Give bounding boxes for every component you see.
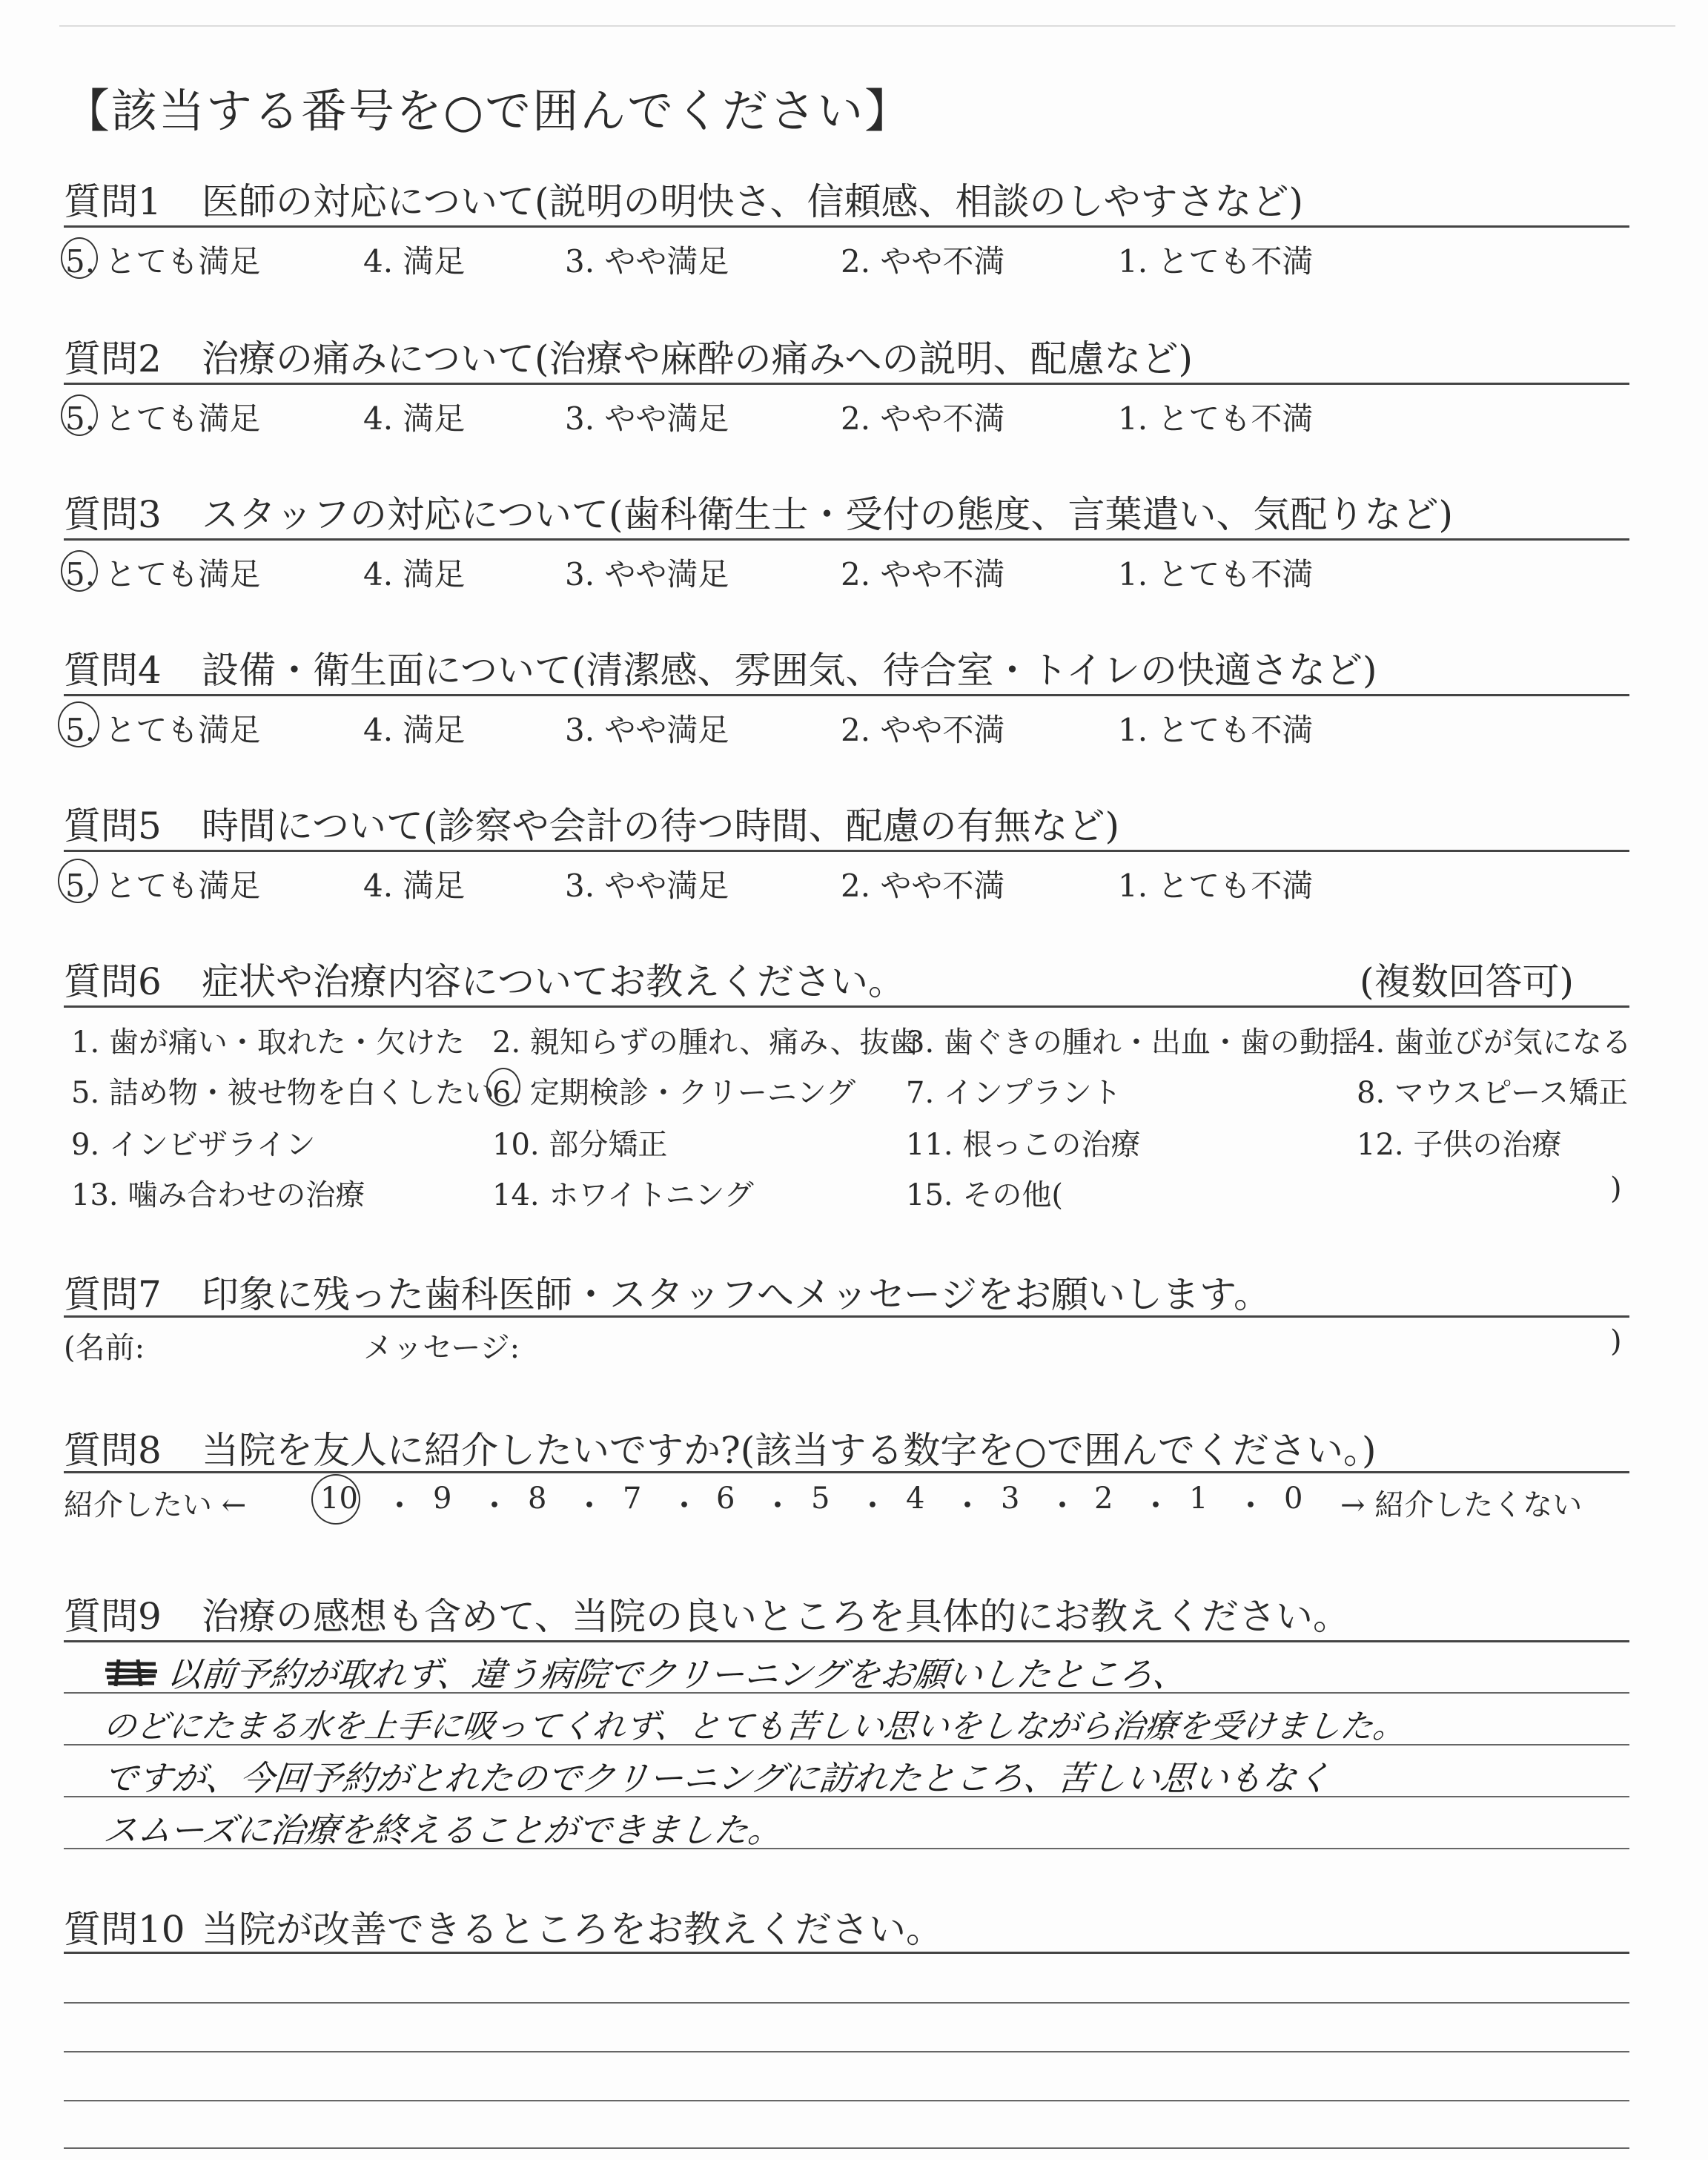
q5-option-4[interactable]: 4. 満足 [363, 868, 466, 904]
question-1-title [64, 172, 1303, 225]
question-10-title [64, 1900, 943, 1953]
handwritten-answer-line: ですが、今回予約がとれたのでクリーニングに訪れたところ、苦しい思いもなく [101, 1758, 1333, 1798]
q6-item-1[interactable]: 1. 歯が痛い・取れた・欠けた [71, 1025, 465, 1060]
q8-scale-dot: ・ [479, 1487, 511, 1524]
question-4-title [64, 641, 1377, 694]
q8-left-label: 紹介したい ← [64, 1488, 247, 1522]
question-9-title [64, 1587, 1350, 1640]
q6-item-9[interactable]: 9. インビザライン [71, 1128, 316, 1162]
question-number: 質問3 [64, 493, 162, 536]
q4-option-2[interactable]: 2. やや不満 [841, 712, 1005, 748]
q6-item-12[interactable]: 12. 子供の治療 [1357, 1128, 1562, 1162]
question-text: スタッフの対応について(歯科衛生士・受付の態度、言葉遣い、気配りなど) [202, 493, 1454, 536]
page-top-border [59, 25, 1675, 27]
question-text: 当院が改善できるところをお教えください。 [202, 1908, 943, 1951]
question-text: 症状や治療内容についてお教えください。 [202, 960, 905, 1003]
handwritten-answer-line: スムーズに治療を終えることができました。 [101, 1810, 784, 1850]
q8-scale-dot: ・ [1235, 1487, 1267, 1524]
q8-scale-9[interactable]: 9 [433, 1482, 452, 1516]
q3-option-2[interactable]: 2. やや不満 [841, 556, 1005, 592]
q8-scale-8[interactable]: 8 [528, 1482, 547, 1516]
answer-line[interactable] [64, 2100, 1629, 2101]
question-3-title [64, 485, 1453, 538]
q4-option-3[interactable]: 3. やや満足 [565, 712, 729, 748]
answer-line[interactable] [64, 2002, 1629, 2004]
q8-scale-dot: ・ [952, 1487, 984, 1524]
question-divider [64, 1005, 1629, 1008]
q2-option-4[interactable]: 4. 満足 [363, 400, 466, 437]
q8-scale-4[interactable]: 4 [906, 1482, 925, 1516]
question-divider [64, 383, 1629, 385]
q8-scale-dot: ・ [384, 1487, 416, 1524]
question-number: 質問2 [64, 337, 162, 380]
question-divider [64, 850, 1629, 852]
q4-option-4[interactable]: 4. 満足 [363, 712, 466, 748]
q8-scale-dot: ・ [1047, 1487, 1079, 1524]
q6-item-4[interactable]: 4. 歯並びが気になる [1357, 1025, 1632, 1060]
q8-scale-dot: ・ [669, 1487, 701, 1524]
q2-option-1[interactable]: 1. とても不満 [1118, 400, 1314, 437]
q6-item-3[interactable]: 3. 歯ぐきの腫れ・出血・歯の動揺 [906, 1025, 1359, 1060]
question-8-title [64, 1421, 1376, 1474]
q8-right-label: → 紹介したくない [1340, 1488, 1583, 1522]
q3-option-3[interactable]: 3. やや満足 [565, 556, 729, 592]
q1-option-5[interactable]: 5. とても満足 [65, 243, 261, 280]
q2-option-2[interactable]: 2. やや不満 [841, 400, 1005, 437]
handwritten-answer-line: 以前予約が取れず、違う病院でクリーニングをお願いしたところ、 [165, 1654, 1189, 1694]
q8-scale-2[interactable]: 2 [1094, 1482, 1113, 1516]
answer-line[interactable] [64, 2051, 1629, 2052]
question-text: 治療の痛みについて(治療や麻酔の痛みへの説明、配慮など) [202, 337, 1194, 380]
question-divider [64, 1471, 1629, 1473]
q6-item-5[interactable]: 5. 詰め物・被せ物を白くしたい [71, 1076, 494, 1110]
question-divider [64, 225, 1629, 228]
q8-scale-dot: ・ [1140, 1487, 1172, 1524]
q8-scale-dot: ・ [857, 1487, 889, 1524]
q6-item-13[interactable]: 13. 噛み合わせの治療 [71, 1178, 365, 1212]
question-5-title [64, 796, 1119, 850]
multiple-answer-note: (複数回答可) [1360, 960, 1575, 1003]
question-divider [64, 1952, 1629, 1954]
q8-scale-3[interactable]: 3 [1001, 1482, 1020, 1516]
q6-item-15[interactable]: 15. その他( [906, 1178, 1063, 1212]
q8-scale-7[interactable]: 7 [623, 1482, 642, 1516]
q3-option-5[interactable]: 5. とても満足 [65, 556, 261, 592]
question-text: 医師の対応について(説明の明快さ、信頼感、相談のしやすさなど) [202, 180, 1304, 223]
q6-item-7[interactable]: 7. インプラント [906, 1076, 1122, 1110]
question-text: 印象に残った歯科医師・スタッフへメッセージをお願いします。 [202, 1273, 1271, 1316]
question-number: 質問8 [64, 1429, 162, 1472]
answer-line[interactable] [64, 2147, 1629, 2149]
q8-scale-dot: ・ [762, 1487, 794, 1524]
question-7-title [64, 1265, 1271, 1318]
question-number: 質問5 [64, 805, 162, 848]
q8-scale-1[interactable]: 1 [1189, 1482, 1208, 1516]
q8-scale-dot: ・ [574, 1487, 606, 1524]
page-heading: 【該当する番号を○で囲んでください】 [64, 84, 913, 138]
q4-option-5[interactable]: 5. とても満足 [65, 712, 261, 748]
q8-scale-10[interactable]: 10 [320, 1482, 358, 1516]
q7-name-label: (名前: [64, 1331, 145, 1365]
handwritten-answer-line: のどにたまる水を上手に吸ってくれず、とても苦しい思いをしながら治療を受けました。 [101, 1708, 1408, 1745]
q6-item-8[interactable]: 8. マウスピース矯正 [1357, 1076, 1629, 1110]
question-text: 当院を友人に紹介したいですか?(該当する数字を○で囲んでください。) [202, 1429, 1377, 1472]
q6-item-14[interactable]: 14. ホワイトニング [492, 1178, 754, 1212]
q2-option-3[interactable]: 3. やや満足 [565, 400, 729, 437]
q5-option-2[interactable]: 2. やや不満 [841, 868, 1005, 904]
q7-message-label: メッセージ: [363, 1331, 520, 1365]
question-divider [64, 694, 1629, 696]
question-6-title [64, 952, 1629, 1005]
question-2-title [64, 329, 1193, 383]
crossed-out-scribble [104, 1658, 159, 1688]
question-divider [64, 538, 1629, 541]
q8-scale-6[interactable]: 6 [716, 1482, 735, 1516]
q5-option-1[interactable]: 1. とても不満 [1118, 868, 1314, 904]
q3-option-4[interactable]: 4. 満足 [363, 556, 466, 592]
question-number: 質問7 [64, 1273, 162, 1316]
q6-item-6[interactable]: 6. 定期検診・クリーニング [492, 1076, 856, 1110]
q4-option-1[interactable]: 1. とても不満 [1118, 712, 1314, 748]
q5-option-3[interactable]: 3. やや満足 [565, 868, 729, 904]
q8-scale-0[interactable]: 0 [1284, 1482, 1303, 1516]
q1-option-1[interactable]: 1. とても不満 [1118, 243, 1314, 280]
question-text: 設備・衛生面について(清潔感、雰囲気、待合室・トイレの快適さなど) [202, 649, 1377, 692]
q6-item-11[interactable]: 11. 根っこの治療 [906, 1128, 1141, 1162]
q6-other-close-paren: ) [1610, 1172, 1622, 1206]
q2-option-5[interactable]: 5. とても満足 [65, 400, 261, 437]
q1-option-4[interactable]: 4. 満足 [363, 243, 466, 280]
question-text: 治療の感想も含めて、当院の良いところを具体的にお教えください。 [202, 1595, 1350, 1638]
q5-option-5[interactable]: 5. とても満足 [65, 868, 261, 904]
q8-scale-5[interactable]: 5 [811, 1482, 830, 1516]
question-number: 質問10 [64, 1908, 185, 1951]
question-text: 時間について(診察や会計の待つ時間、配慮の有無など) [202, 805, 1120, 848]
q6-item-2[interactable]: 2. 親知らずの腫れ、痛み、抜歯 [492, 1025, 919, 1060]
q1-option-2[interactable]: 2. やや不満 [841, 243, 1005, 280]
q7-close-paren: ) [1610, 1324, 1622, 1358]
question-number: 質問1 [64, 180, 162, 223]
q6-item-10[interactable]: 10. 部分矯正 [492, 1128, 668, 1162]
question-number: 質問4 [64, 649, 162, 692]
q1-option-3[interactable]: 3. やや満足 [565, 243, 729, 280]
question-number: 質問6 [64, 960, 162, 1003]
question-divider [64, 1315, 1629, 1318]
question-number: 質問9 [64, 1595, 162, 1638]
q3-option-1[interactable]: 1. とても不満 [1118, 556, 1314, 592]
question-divider [64, 1640, 1629, 1642]
